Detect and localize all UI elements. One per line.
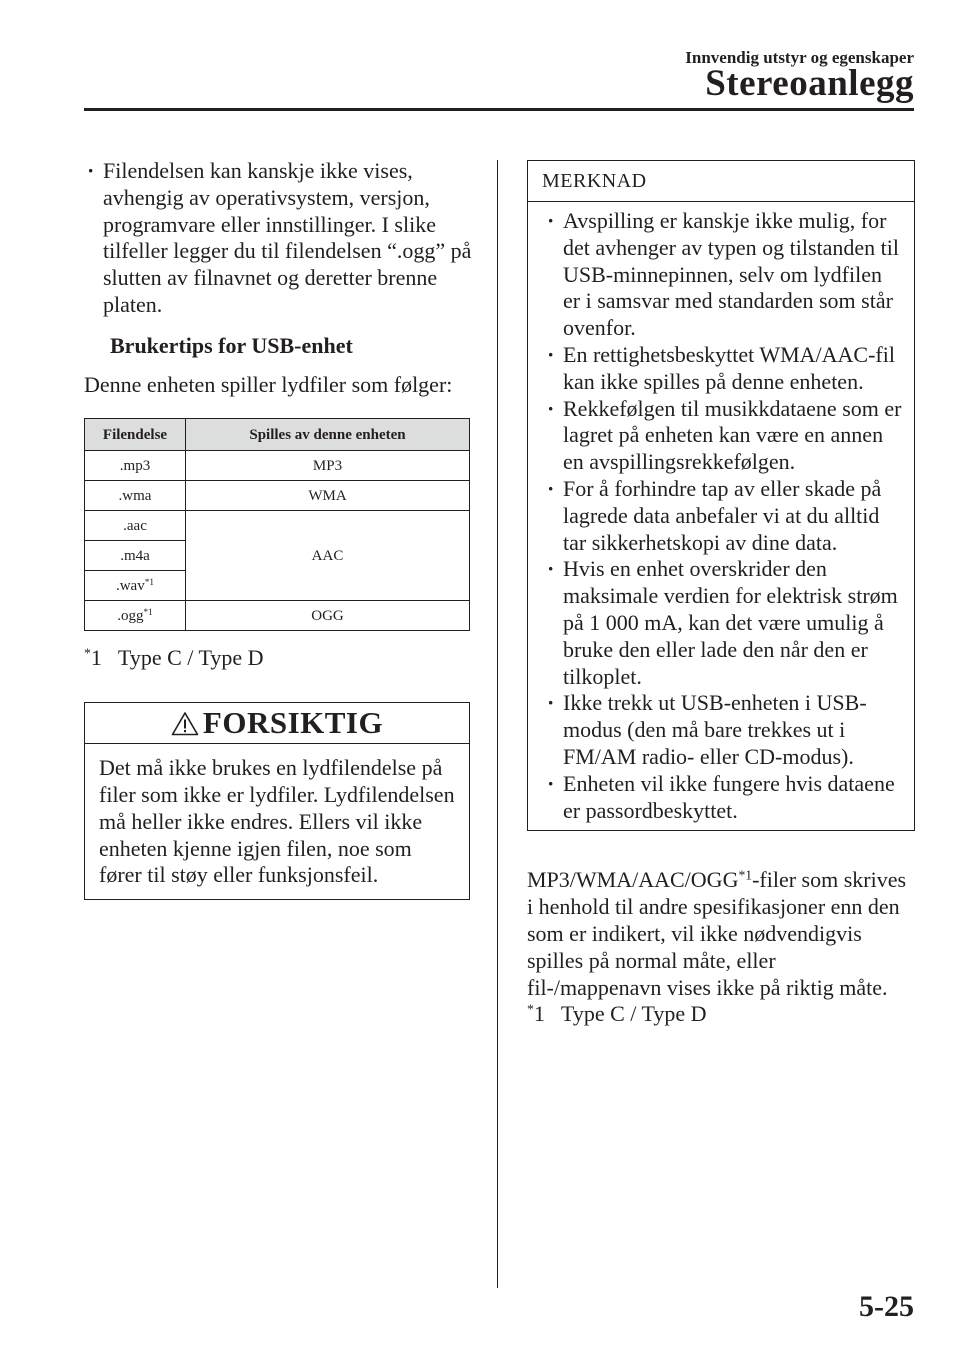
spec-text: -filer som skrives i henhold til andre spesifikasjoner enn den som er indikert, vil ikke nødvendigvis spilles på normal måte, eller fil-/mappenavn vises ikke på riktig måte. (527, 867, 907, 1000)
note-item: · Rekkefølgen til musikkdataene som er lagret på enheten kan være en annen en avspillingsrekkefølgen. (544, 396, 904, 476)
footnote-text: 1 Type C / Type D (90, 645, 264, 671)
table-cell-extension: .aac (85, 511, 186, 541)
right-column (527, 160, 915, 1028)
caution-title: FORSIKTIG (202, 704, 384, 740)
spec-paragraph (527, 867, 915, 1001)
table-row (85, 601, 470, 631)
page-title: Stereoanlegg (705, 63, 914, 104)
table-cell-extension: .wma (85, 481, 186, 511)
note-title: MERKNAD (528, 161, 914, 202)
table-cell-extension: .m4a (85, 541, 186, 571)
column-divider (497, 160, 498, 1288)
table-row (85, 451, 470, 481)
table-header-playback: Spilles av denne enheten (186, 419, 470, 451)
caution-header (85, 703, 469, 744)
footnote-ref: *1 (738, 867, 753, 883)
formats-text: MP3/WMA/AAC/OGG (527, 867, 739, 893)
table-cell-extension (85, 601, 186, 631)
subheading-usb-tips: Brukertips for USB-enhet (110, 332, 353, 358)
footnote-mark: * (84, 645, 91, 661)
header-rule (84, 108, 914, 111)
caution-text: Det må ikke brukes en lydfilendelse på filer som ikke er lydfiler. Lydfilendelsen må heller ikke endres. Ellers vil ikke enheten kjenne igjen filen, noe som fører til støy eller funksjonsfeil. (99, 755, 455, 888)
footnote-mark: * (527, 1001, 534, 1017)
table-cell-playback: WMA (186, 481, 470, 511)
extension-text: .wav (115, 577, 145, 594)
page-number: 5-25 (859, 1290, 914, 1323)
file-format-table (84, 418, 470, 631)
intro-text: Denne enheten spiller lydfiler som følger: (84, 371, 453, 397)
caution-box (84, 702, 470, 900)
left-column (84, 158, 474, 900)
table-cell-playback: OGG (186, 601, 470, 631)
note-item: · Avspilling er kanskje ikke mulig, for det avhenger av typen og tilstanden til USB-minnepinnen, selv om lydfilen er i samsvar med standarden som står ovenfor. (544, 208, 904, 342)
note-item: · Ikke trekk ut USB-enheten i USB-modus (den må bare trekkes ut i FM/AM radio- eller CD-modus). (544, 690, 904, 770)
section-label: Innvendig utstyr og egenskaper (685, 48, 914, 67)
table-cell-playback: MP3 (186, 451, 470, 481)
table-row (85, 511, 470, 541)
warning-triangle-icon (171, 711, 199, 736)
table-footnote (84, 645, 474, 672)
note-item: · Hvis en enhet overskrider den maksimale verdien for elektrisk strøm på 1 000 mA, kan det være umulig å bruke den eller lade den når den er tilkoplet. (544, 556, 904, 690)
note-item: · For å forhindre tap av eller skade på lagrede data anbefaler vi at du alltid tar sikkerhetskopi av dine data. (544, 476, 904, 556)
table-cell-playback: AAC (186, 511, 470, 601)
table-cell-extension (85, 571, 186, 601)
spec-footnote (527, 1001, 915, 1028)
note-item: · Enheten vil ikke fungere hvis dataene er passordbeskyttet. (544, 771, 904, 825)
table-header-row (85, 419, 470, 451)
table-cell-extension: .mp3 (85, 451, 186, 481)
footnote-text: 1 Type C / Type D (533, 1001, 707, 1027)
table-row (85, 481, 470, 511)
note-body (528, 202, 914, 830)
note-item: · En rettighetsbeskyttet WMA/AAC-fil kan ikke spilles på denne enheten. (544, 342, 904, 396)
footnote-ref: *1 (144, 577, 155, 588)
table-header-extension: Filendelse (85, 419, 186, 451)
bullet-file-extension: · Filendelsen kan kanskje ikke vises, avhengig av operativsystem, versjon, programvare eller innstillinger. I slike tilfeller legger du til filendelsen “.ogg” på slutten av filnavnet og deretter brenne platen. (84, 158, 474, 319)
extension-text: .ogg (117, 607, 144, 624)
note-box (527, 160, 915, 831)
footnote-ref: *1 (143, 607, 153, 618)
